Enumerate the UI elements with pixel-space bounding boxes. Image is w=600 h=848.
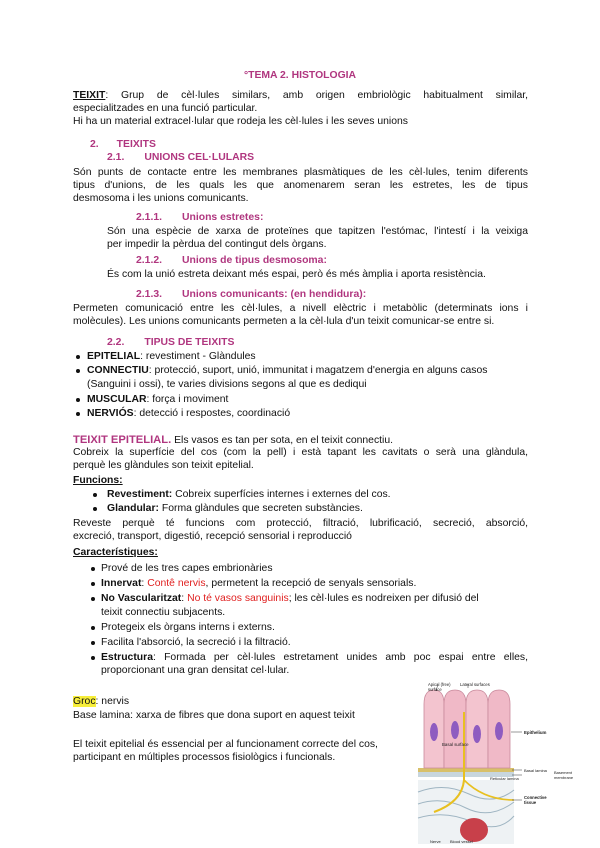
label-membrane: membrane [554, 775, 574, 780]
label-nerve: Nerve [430, 839, 441, 844]
groc-legend: Groc: nervis [73, 696, 130, 707]
section-2-1-3-paragraph: Permeten comunicació entre les cèl·lules, a nivell elèctric i metabòlic (determinats ions i molècules). Les unions comunicants permeten a la cèl·lula d'un teixit comunicar-se entre si. [73, 303, 528, 328]
teixit-definition: TEIXIT: Grup de cèl·lules similars, amb origen embriològic habitualment similar, especialitzades en una funció particular. Hi ha un material extracel·lular que rodeja les cèl·lules i les seves unions [73, 90, 528, 128]
tissue-type-connectiu: CONNECTIU: protecció, suport, unió, immunitat i magatzem d'energia en alguns casos [87, 365, 488, 376]
section-2-1-3-heading: 2.1.3. Unions comunicants: (en hendidura): [136, 289, 367, 300]
section-2-1-1-paragraph: Són una espècie de xarxa de proteïnes que tapitzen l'estómac, l'intestí i la veixiga per impedir la pèrdua del contingut dels òrgans. [107, 226, 528, 251]
caracteristiques-label: Característiques: [73, 547, 158, 558]
nucleus [495, 722, 503, 740]
bullet-icon [91, 567, 95, 571]
bullet-icon [76, 369, 80, 373]
section-2-2-heading: 2.2. TIPUS DE TEIXITS [107, 337, 235, 348]
section-2-1-paragraph: Són punts de contacte entre les membranes plasmàtiques de les cèl·lules, tenim diferents tipus d'unions, de les quals les que anomenarem seran les estretes, les de tipus desmosoma i les unions comunicants. [73, 167, 528, 205]
label-tissue: tissue [524, 800, 537, 805]
bullet-icon [93, 493, 97, 497]
label-basal-surface: Basal surface [442, 742, 469, 747]
matrix-line: Hi ha un material extracel·lular que rodeja les cèl·lules i les seves unions [73, 116, 408, 128]
bullet-icon [91, 626, 95, 630]
tissue-type-nervios: NERVIÓS: detecció i respostes, coordinació [87, 408, 291, 419]
caract-innervat: Innervat: Contê nervis, permetent la recepció de senyals sensorials. [101, 578, 417, 589]
bullet-icon [76, 412, 80, 416]
label-blood-vessel: Blood vessel [450, 839, 473, 844]
section-2-1-2-heading: 2.1.2. Unions de tipus desmosoma: [136, 255, 327, 266]
epithelium-diagram [414, 682, 590, 844]
bullet-icon [91, 597, 95, 601]
label-surface: surface [428, 687, 442, 692]
section-2-1-2-paragraph: És com la unió estreta deixant més espai, però és més àmplia i aporta resistència. [107, 269, 486, 280]
reveste-paragraph: Reveste perquè té funcions com protecció, filtració, lubrificació, secreció, absorció, excreció, transport, digestió, recepció sensorial i reproducció [73, 518, 528, 543]
base-lamina-legend: Base lamina: xarxa de fibres que dona suport en aquest teixit [73, 710, 355, 721]
page-title: °TEMA 2. HISTOLOGIA [243, 70, 357, 81]
section-2-heading: 2. TEIXITS [90, 139, 156, 150]
caract-protegeix: Protegeix els òrgans interns i externs. [101, 622, 275, 633]
nucleus [473, 725, 481, 743]
label-reticular-lamina: Reticular lamina [490, 776, 519, 781]
nucleus [430, 723, 438, 741]
label-basement: Basement [554, 770, 573, 775]
bullet-icon [91, 582, 95, 586]
caract-no-vascularitzat-cont: teixit connectiu subjacents. [101, 607, 226, 618]
tissue-type-muscular: MUSCULAR: força i moviment [87, 394, 229, 405]
section-2-1-1-heading: 2.1.1. Unions estretes: [136, 212, 264, 223]
bullet-icon [91, 641, 95, 645]
funcions-label: Funcions: [73, 475, 123, 486]
basal-lamina-band [418, 768, 514, 772]
label-epithelium: Epithelium [524, 730, 547, 735]
nucleus [451, 721, 459, 739]
caract-absorcio: Facilita l'absorció, la secreció i la filtració. [101, 637, 291, 648]
section-2-1-heading: 2.1. UNIONS CEL·LULARS [107, 152, 255, 163]
label-basal-lamina: Basal lamina [524, 768, 547, 773]
label-apical: Apical (free) [428, 682, 451, 687]
epitelial-intro: Cobreix la superfície del cos (com la pell) i està tapant les cavitats o serà una glàndula, perquè les glàndules son teixit epitelial. [73, 447, 528, 472]
caract-estructura: Estructura: Formada per cèl·lules estretament unides amb poc espai entre elles, proporcionant una gran densitat cel·lular. [101, 652, 528, 677]
closing-paragraph: El teixit epitelial és essencial per al funcionament correcte del cos, participant en múltiples processos fisiològics i funcionals. [73, 739, 378, 764]
tissue-type-connectiu-cont: (Sanguini i ossi), te varies divisions segons al que es dediqui [87, 379, 367, 390]
funcio-glandular: Glandular: Forma glàndules que secreten substàncies. [107, 503, 363, 514]
caract-capes: Prové de les tres capes embrionàries [101, 563, 273, 574]
bullet-icon [93, 507, 97, 511]
funcio-revestiment: Revestiment: Cobreix superfícies internes i externes del cos. [107, 489, 391, 500]
bullet-icon [91, 656, 95, 660]
label-connective: Connective [524, 795, 547, 800]
bullet-icon [76, 355, 80, 359]
epitelial-heading: TEIXIT EPITELIAL. Els vasos es tan per sota, en el teixit connectiu. [73, 434, 394, 446]
caract-no-vascularitzat: No Vascularitzat: No té vasos sanguinis; les cèl·lules es nodreixen per difusió del [101, 593, 479, 604]
label-lateral: Lateral surfaces [460, 682, 490, 687]
tissue-type-epitelial: EPITELIAL: revestiment - Glàndules [87, 351, 256, 362]
bullet-icon [76, 398, 80, 402]
